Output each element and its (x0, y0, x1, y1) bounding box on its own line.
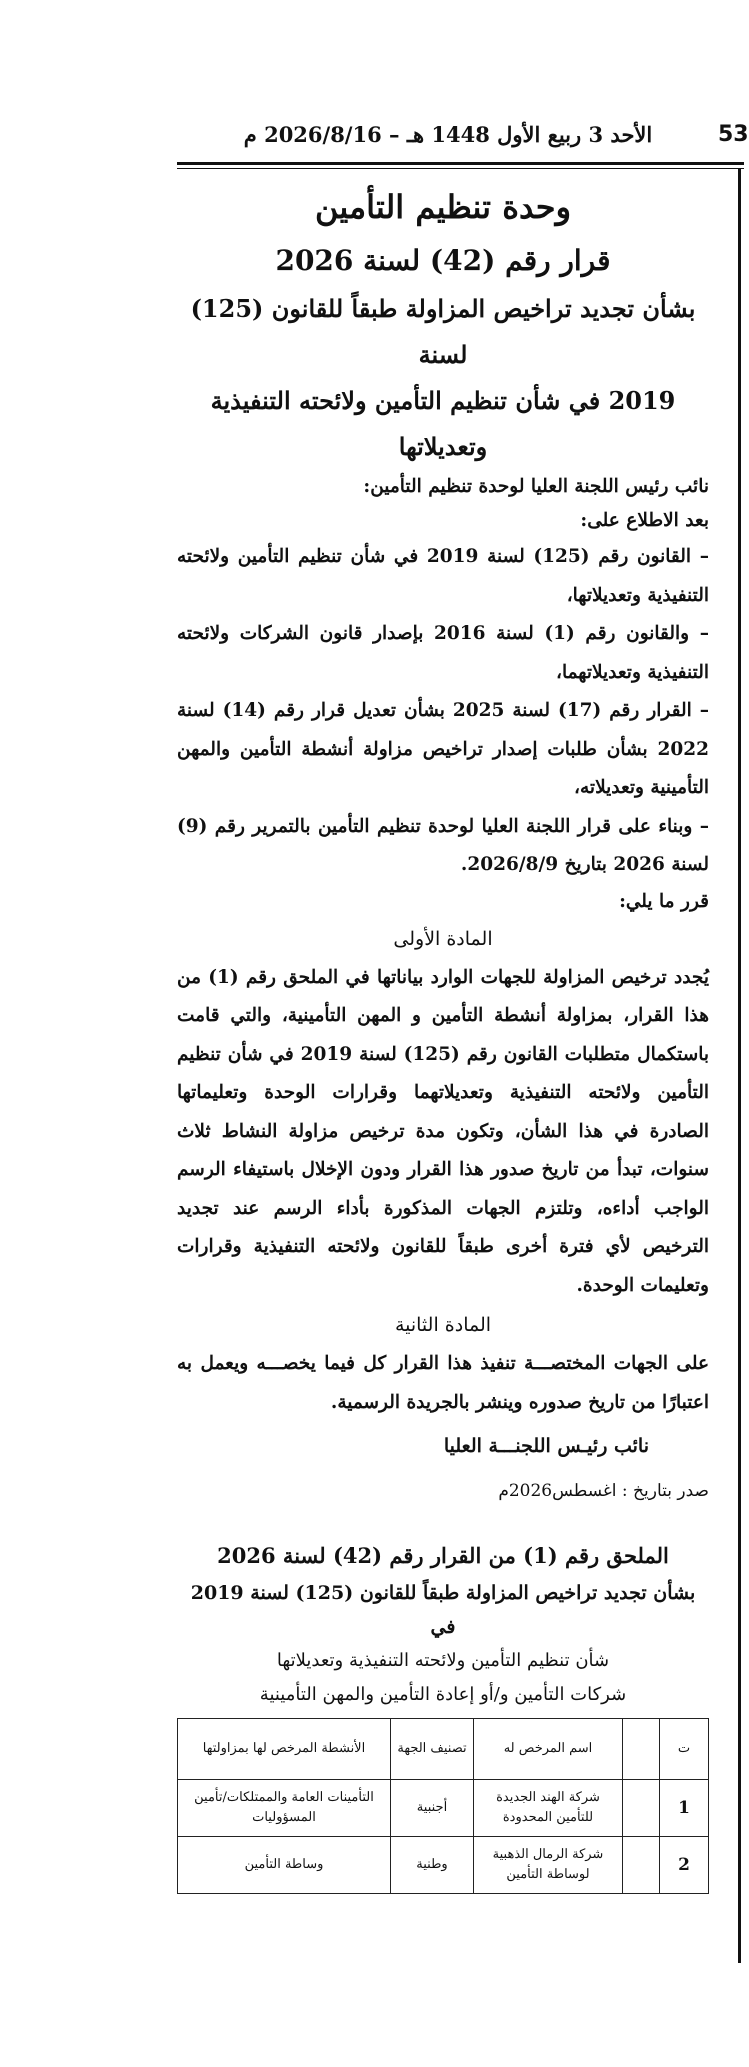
signer-title: نائب رئيـس اللجنـــة العليا (443, 1435, 649, 1457)
column-rule (738, 168, 741, 1963)
annex-title: الملحق رقم (1) من القرار رقم (42) لسنة 2026 (217, 1543, 669, 1568)
article-1-heading: المادة الأولى (393, 927, 493, 950)
decision-title: قرار رقم (42) لسنة 2026 (275, 244, 611, 277)
header-licensee-name: اسم المرخص له (474, 1719, 623, 1780)
table-row (178, 1780, 709, 1837)
decision-subject-line-1: بشأن تجديد تراخيص المزاولة طبقاً للقانون (125) لسنة (190, 294, 696, 369)
table-row (178, 1837, 709, 1894)
decision-subject-line-2: 2019 في شأن تنظيم التأمين ولائحته التنفيذية وتعديلاتها (210, 386, 676, 461)
header-entity-class: تصنيف الجهة (391, 1719, 474, 1780)
annex-subtitle-2: شأن تنظيم التأمين ولائحته التنفيذية وتعديلاتها (276, 1650, 610, 1671)
row-activities: التأمينات العامة والممتلكات/تأمين المسؤوليات (178, 1780, 391, 1837)
row-blank (623, 1837, 660, 1894)
row-serial: 1 (660, 1780, 709, 1837)
decision-content (177, 178, 709, 1894)
row-licensee-name: شركة الهند الجديدة للتأمين المحدودة (474, 1780, 623, 1837)
licenses-table (177, 1718, 709, 1894)
row-blank (623, 1780, 660, 1837)
header-activities: الأنشطة المرخص لها بمزاولتها (178, 1719, 391, 1780)
article-1-text: يُجدد ترخيص المزاولة للجهات الوارد بياناتها في الملحق رقم (1) من هذا القرار، بمزاولة أنشطة التأمين و المهن التأمينية، والتي قامت باستكمال متطلبات القانون رقم (125) لسنة 2019 في شأن تنظيم التأمين ولائحته التنفيذية وتعديلاتهما وقرارات الوحدة وتعليماتها الصادرة في هذا الشأن، وتكون مدة ترخيص مزاولة النشاط ثلاث سنوات، تبدأ من تاريخ صدور هذا القرار ودون الإخلال باستيفاء الرسم الواجب أداءه، وتلتزم الجهات المذكورة بأداء الرسم عند تجديد الترخيص لأي فترة أخرى طبقاً للقانون ولائحته التنفيذية وقرارات وتعليمات الوحدة. (177, 966, 709, 1296)
decided-line: قرر ما يلي: (619, 890, 709, 912)
reference-1: – القانون رقم (125) لسنة 2019 في شأن تنظيم التأمين ولائحته التنفيذية وتعديلاتها، (177, 546, 710, 606)
header-serial: ت (660, 1719, 709, 1780)
header-rule-thin (177, 168, 744, 169)
article-2-text: على الجهات المختصـــة تنفيذ هذا القرار كل فيما يخصـــه ويعمل به اعتبارًا من تاريخ صدوره وينشر بالجريدة الرسمية. (177, 1353, 709, 1413)
page-number: 53 (718, 122, 749, 147)
row-licensee-name: شركة الرمال الذهبية لوساطة التأمين (474, 1837, 623, 1894)
row-activities: وساطة التأمين (178, 1837, 391, 1894)
article-2-heading: المادة الثانية (394, 1314, 492, 1336)
gazette-date-header: الأحد 3 ربيع الأول 1448 هـ – 2026/8/16 م (243, 122, 653, 147)
annex-category: شركات التأمين و/أو إعادة التأمين والمهن التأمينية (259, 1684, 627, 1705)
row-entity-class: أجنبية (391, 1780, 474, 1837)
row-serial: 2 (660, 1837, 709, 1894)
reference-4: – وبناء على قرار اللجنة العليا لوحدة تنظيم التأمين بالتمرير رقم (9) لسنة 2026 بتاريخ 2026/8/9. (177, 815, 709, 875)
reference-2: – والقانون رقم (1) لسنة 2016 بإصدار قانون الشركات ولائحته التنفيذية وتعديلاتهما، (177, 623, 709, 683)
unit-title: وحدة تنظيم التأمين (314, 188, 572, 226)
annex-section (177, 1536, 709, 1894)
issuer-line: نائب رئيس اللجنة العليا لوحدة تنظيم التأمين: (363, 476, 709, 497)
after-review: بعد الاطلاع على: (580, 510, 709, 531)
issued-date: صدر بتاريخ : اغسطس2026م (498, 1481, 709, 1501)
annex-subtitle: بشأن تجديد تراخيص المزاولة طبقاً للقانون (125) لسنة 2019 في (190, 1582, 696, 1638)
row-entity-class: وطنية (391, 1837, 474, 1894)
header-rule-thick (177, 162, 744, 165)
header-blank (623, 1719, 660, 1780)
reference-3: – القرار رقم (17) لسنة 2025 بشأن تعديل قرار رقم (14) لسنة 2022 بشأن طلبات إصدار تراخيص مزاولة أنشطة التأمين والمهن التأمينية وتعديلاته، (177, 700, 709, 798)
table-header-row (178, 1719, 709, 1780)
